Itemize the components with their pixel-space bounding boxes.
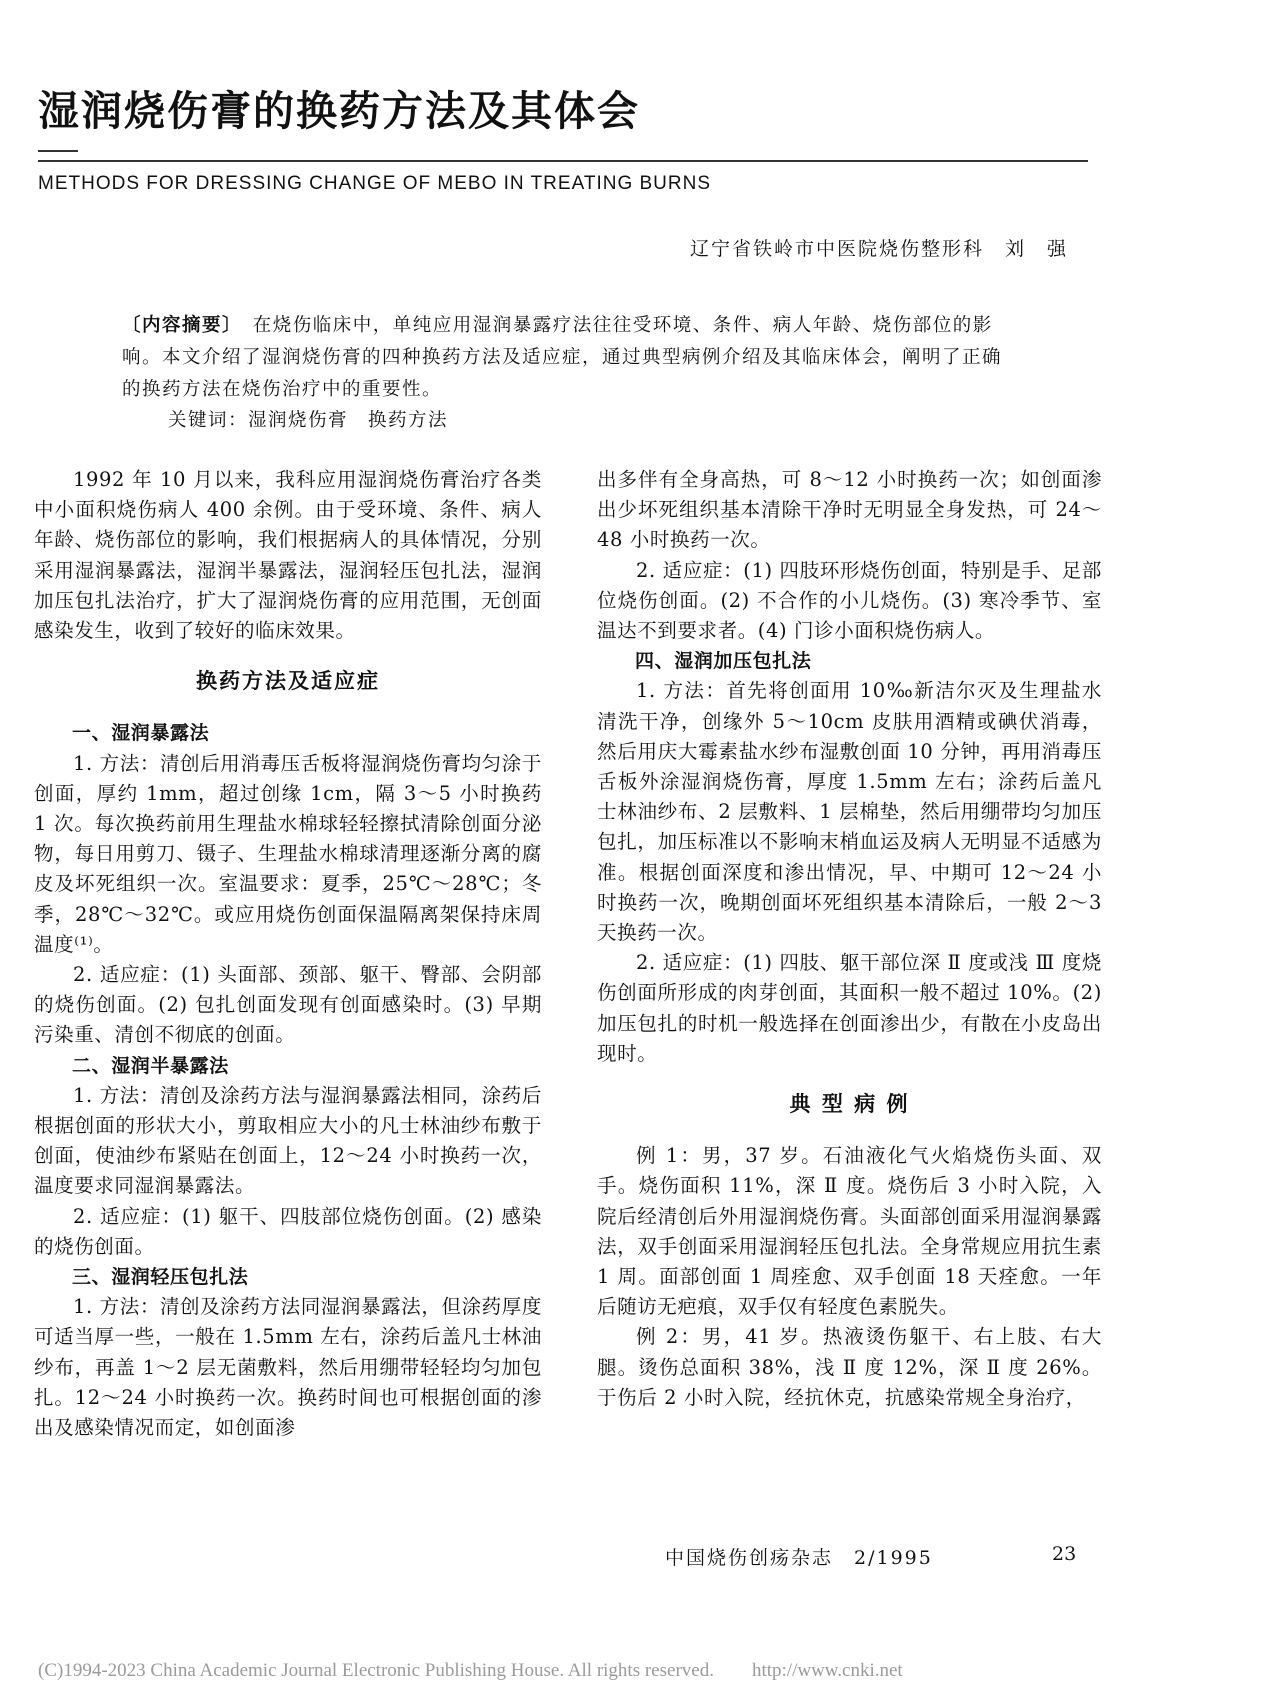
english-title: METHODS FOR DRESSING CHANGE OF MEBO IN TREATING BURNS (38, 173, 712, 194)
method4-procedure: 1. 方法：首先将创面用 10‰新洁尔灭及生理盐水清洗干净，创缘外 5～10cm 皮肤用酒精或碘伏消毒，然后用庆大霉素盐水纱布湿敷创面 10 分钟，再用消毒压舌板外涂湿润烧伤膏，厚度 1.5mm 左右；涂药后盖凡士林油纱布、2 层敷料、1 层棉垫，然后用绷带均匀加压包扎，加压标准以不影响末梢血运及病人无明显不适感为准。根据创面深度和渗出情况，早、中期可 12～24 小时换药一次，晚期创面坏死组织基本清除后，一般 2～3 天换药一次。 (597, 679, 1102, 945)
method2-indications: 2. 适应症：(1) 躯干、四肢部位烧伤创面。(2) 感染的烧伤创面。 (34, 1204, 542, 1258)
abstract-text: 在烧伤临床中，单纯应用湿润暴露疗法往往受环境、条件、病人年龄、烧伤部位的影响。本文介绍了湿润烧伤膏的四种换药方法及适应症，通过典型病例介绍及其临床体会，阐明了正确的换药方法在烧伤治疗中的重要性。 (122, 315, 1003, 400)
method2-heading: 二、湿润半暴露法 (72, 1054, 229, 1077)
method2-procedure: 1. 方法：清创及涂药方法与湿润暴露法相同，涂药后根据创面的形状大小，剪取相应大小的凡士林油纱布敷于创面，使油纱布紧贴在创面上，12～24 小时换药一次，温度要求同湿润暴露法。 (34, 1083, 542, 1198)
method1-procedure: 1. 方法：清创后用消毒压舌板将湿润烧伤膏均匀涂于创面，厚约 1mm，超过创缘 1cm，隔 3～5 小时换药 1 次。每次换药前用生理盐水棉球轻轻擦拭清除创面分泌物，每日用剪刀、镊子、生理盐水棉球清理逐渐分离的腐皮及坏死组织一次。室温要求：夏季，25℃～28℃；冬季，28℃～32℃。或应用烧伤创面保温隔离架保持床周温度⁽¹⁾。 (34, 751, 542, 956)
footer-journal: 中国烧伤创疡杂志 2/1995 (665, 1547, 933, 1569)
keywords: 关键词：湿润烧伤膏 换药方法 (168, 410, 449, 431)
method4-indications: 2. 适应症：(1) 四肢、躯干部位深 Ⅱ 度或浅 Ⅲ 度烧伤创面所形成的肉芽创面，其面积一般不超过 10%。(2) 加压包扎的时机一般选择在创面渗出少，有散在小皮岛出现时。 (597, 951, 1102, 1065)
author-affiliation: 辽宁省铁岭市中医院烧伤整形科 刘 强 (690, 238, 1069, 260)
article-title: 湿润烧伤膏的换药方法及其体会 (38, 87, 640, 135)
copyright-notice: (C)1994-2023 China Academic Journal Electronic Publishing House. All rights reserved. http://www.cnki.net (38, 1660, 903, 1681)
method4-heading: 四、湿润加压包扎法 (635, 650, 812, 673)
method3-heading: 三、湿润轻压包扎法 (72, 1266, 249, 1289)
case2-paragraph: 例 2：男，41 岁。热液烫伤躯干、右上肢、右大腿。烫伤总面积 38%，浅 Ⅱ 度 12%，深 Ⅱ 度 26%。于伤后 2 小时入院，经抗休克，抗感染常规全身治疗， (597, 1325, 1102, 1409)
right-column (597, 465, 1102, 1413)
method3-indications: 2. 适应症：(1) 四肢环形烧伤创面，特别是手、足部位烧伤创面。(2) 不合作的小儿烧伤。(3) 寒冷季节、室温达不到要求者。(4) 门诊小面积烧伤病人。 (597, 558, 1102, 643)
title-rule (38, 160, 1088, 162)
method1-indications: 2. 适应症：(1) 头面部、颈部、躯干、臀部、会阴部的烧伤创面。(2) 包扎创面发现有创面感染时。(3) 早期污染重、清创不彻底的创面。 (34, 963, 542, 1047)
method3-procedure-continued: 出多伴有全身高热，可 8～12 小时换药一次；如创面渗出少坏死组织基本清除干净时无明显全身发热，可 24～48 小时换药一次。 (597, 468, 1102, 552)
abstract-label: 〔内容摘要〕 (122, 315, 233, 336)
method1-heading: 一、湿润暴露法 (72, 722, 210, 745)
case1-paragraph: 例 1：男，37 岁。石油液化气火焰烧伤头面、双手。烧伤面积 11%，深 Ⅱ 度。烧伤后 3 小时入院，入院后经清创后外用湿润烧伤膏。头面部创面采用湿润暴露法，双手创面采用湿润轻压包扎法。全身常规应用抗生素 1 周。面部创面 1 周痊愈、双手创面 18 天痊愈。一年后随访无疤痕，双手仅有轻度色素脱失。 (597, 1144, 1102, 1319)
method3-procedure: 1. 方法：清创及涂药方法同湿润暴露法，但涂药厚度可适当厚一些，一般在 1.5mm 左右，涂药后盖凡士林油纱布，再盖 1～2 层无菌敷料，然后用绷带轻轻均匀加包扎。12～24 小时换药一次。换药时间也可根据创面的渗出及感染情况而定，如创面渗 (34, 1295, 542, 1440)
intro-paragraph: 1992 年 10 月以来，我科应用湿润烧伤膏治疗各类中小面积烧伤病人 400 余例。由于受环境、条件、病人年龄、烧伤部位的影响，我们根据病人的具体情况，分别采用湿润暴露法，湿润半暴露法，湿润轻压包扎法，湿润加压包扎法治疗，扩大了湿润烧伤膏的应用范围，无创面感染发生，收到了较好的临床效果。 (34, 468, 542, 643)
title-rule-accent (38, 150, 78, 152)
section-heading-cases: 典 型 病 例 (789, 1092, 910, 1117)
section-heading-methods: 换药方法及适应症 (196, 669, 380, 694)
left-column (34, 465, 542, 1443)
page-number: 23 (1052, 1543, 1077, 1565)
abstract (122, 310, 1007, 406)
